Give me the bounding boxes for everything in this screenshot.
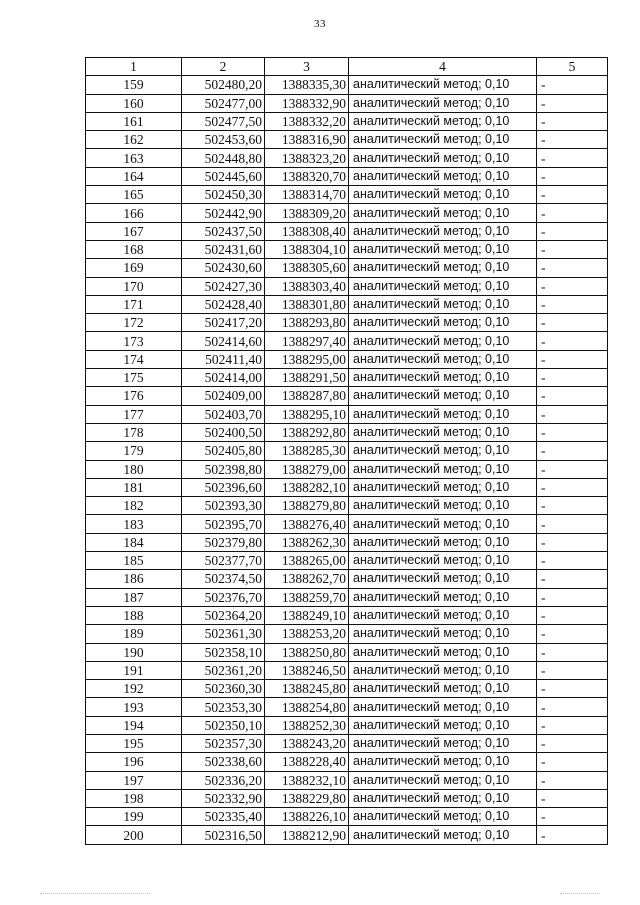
method-accuracy-cell: аналитический метод; 0,10 bbox=[349, 716, 537, 734]
point-number-cell: 174 bbox=[86, 350, 182, 368]
note-cell: - bbox=[537, 332, 608, 350]
table-row bbox=[86, 698, 608, 716]
point-number-cell: 194 bbox=[86, 716, 182, 734]
table-row bbox=[86, 204, 608, 222]
note-cell: - bbox=[537, 405, 608, 423]
note-cell: - bbox=[537, 387, 608, 405]
y-coordinate-cell: 1388291,50 bbox=[265, 369, 349, 387]
x-coordinate-cell: 502336,20 bbox=[182, 771, 265, 789]
note-cell: - bbox=[537, 625, 608, 643]
y-coordinate-cell: 1388229,80 bbox=[265, 789, 349, 807]
y-coordinate-cell: 1388254,80 bbox=[265, 698, 349, 716]
point-number-cell: 161 bbox=[86, 112, 182, 130]
point-number-cell: 183 bbox=[86, 515, 182, 533]
point-number-cell: 167 bbox=[86, 222, 182, 240]
method-accuracy-cell: аналитический метод; 0,10 bbox=[349, 771, 537, 789]
header-col-4: 4 bbox=[349, 58, 537, 76]
y-coordinate-cell: 1388295,00 bbox=[265, 350, 349, 368]
point-number-cell: 185 bbox=[86, 552, 182, 570]
point-number-cell: 192 bbox=[86, 680, 182, 698]
table-row bbox=[86, 112, 608, 130]
method-accuracy-cell: аналитический метод; 0,10 bbox=[349, 734, 537, 752]
table-row bbox=[86, 423, 608, 441]
y-coordinate-cell: 1388314,70 bbox=[265, 186, 349, 204]
table-row bbox=[86, 94, 608, 112]
note-cell: - bbox=[537, 350, 608, 368]
point-number-cell: 197 bbox=[86, 771, 182, 789]
method-accuracy-cell: аналитический метод; 0,10 bbox=[349, 808, 537, 826]
note-cell: - bbox=[537, 478, 608, 496]
table-row bbox=[86, 478, 608, 496]
note-cell: - bbox=[537, 680, 608, 698]
x-coordinate-cell: 502453,60 bbox=[182, 131, 265, 149]
x-coordinate-cell: 502360,30 bbox=[182, 680, 265, 698]
method-accuracy-cell: аналитический метод; 0,10 bbox=[349, 76, 537, 94]
note-cell: - bbox=[537, 753, 608, 771]
method-accuracy-cell: аналитический метод; 0,10 bbox=[349, 442, 537, 460]
method-accuracy-cell: аналитический метод; 0,10 bbox=[349, 131, 537, 149]
method-accuracy-cell: аналитический метод; 0,10 bbox=[349, 387, 537, 405]
note-cell: - bbox=[537, 643, 608, 661]
note-cell: - bbox=[537, 588, 608, 606]
table-row bbox=[86, 76, 608, 94]
method-accuracy-cell: аналитический метод; 0,10 bbox=[349, 606, 537, 624]
y-coordinate-cell: 1388212,90 bbox=[265, 826, 349, 844]
y-coordinate-cell: 1388262,70 bbox=[265, 570, 349, 588]
x-coordinate-cell: 502428,40 bbox=[182, 295, 265, 313]
point-number-cell: 179 bbox=[86, 442, 182, 460]
x-coordinate-cell: 502450,30 bbox=[182, 186, 265, 204]
point-number-cell: 193 bbox=[86, 698, 182, 716]
y-coordinate-cell: 1388320,70 bbox=[265, 167, 349, 185]
method-accuracy-cell: аналитический метод; 0,10 bbox=[349, 478, 537, 496]
note-cell: - bbox=[537, 460, 608, 478]
x-coordinate-cell: 502442,90 bbox=[182, 204, 265, 222]
method-accuracy-cell: аналитический метод; 0,10 bbox=[349, 94, 537, 112]
point-number-cell: 198 bbox=[86, 789, 182, 807]
header-col-5: 5 bbox=[537, 58, 608, 76]
y-coordinate-cell: 1388253,20 bbox=[265, 625, 349, 643]
point-number-cell: 181 bbox=[86, 478, 182, 496]
y-coordinate-cell: 1388297,40 bbox=[265, 332, 349, 350]
note-cell: - bbox=[537, 552, 608, 570]
x-coordinate-cell: 502364,20 bbox=[182, 606, 265, 624]
x-coordinate-cell: 502338,60 bbox=[182, 753, 265, 771]
footer-scan-mark-right bbox=[560, 893, 600, 894]
x-coordinate-cell: 502377,70 bbox=[182, 552, 265, 570]
table-row bbox=[86, 716, 608, 734]
table-row bbox=[86, 643, 608, 661]
point-number-cell: 200 bbox=[86, 826, 182, 844]
table-row bbox=[86, 460, 608, 478]
method-accuracy-cell: аналитический метод; 0,10 bbox=[349, 423, 537, 441]
table-row bbox=[86, 625, 608, 643]
point-number-cell: 186 bbox=[86, 570, 182, 588]
y-coordinate-cell: 1388303,40 bbox=[265, 277, 349, 295]
x-coordinate-cell: 502332,90 bbox=[182, 789, 265, 807]
x-coordinate-cell: 502357,30 bbox=[182, 734, 265, 752]
y-coordinate-cell: 1388249,10 bbox=[265, 606, 349, 624]
note-cell: - bbox=[537, 222, 608, 240]
x-coordinate-cell: 502411,40 bbox=[182, 350, 265, 368]
point-number-cell: 166 bbox=[86, 204, 182, 222]
table-row bbox=[86, 826, 608, 844]
x-coordinate-cell: 502400,50 bbox=[182, 423, 265, 441]
x-coordinate-cell: 502358,10 bbox=[182, 643, 265, 661]
method-accuracy-cell: аналитический метод; 0,10 bbox=[349, 277, 537, 295]
point-number-cell: 182 bbox=[86, 497, 182, 515]
method-accuracy-cell: аналитический метод; 0,10 bbox=[349, 826, 537, 844]
table-row bbox=[86, 167, 608, 185]
point-number-cell: 164 bbox=[86, 167, 182, 185]
point-number-cell: 162 bbox=[86, 131, 182, 149]
y-coordinate-cell: 1388304,10 bbox=[265, 240, 349, 258]
x-coordinate-cell: 502379,80 bbox=[182, 533, 265, 551]
x-coordinate-cell: 502361,30 bbox=[182, 625, 265, 643]
table-row bbox=[86, 259, 608, 277]
y-coordinate-cell: 1388246,50 bbox=[265, 661, 349, 679]
table-row bbox=[86, 606, 608, 624]
method-accuracy-cell: аналитический метод; 0,10 bbox=[349, 222, 537, 240]
y-coordinate-cell: 1388279,00 bbox=[265, 460, 349, 478]
note-cell: - bbox=[537, 497, 608, 515]
table-row bbox=[86, 350, 608, 368]
table-row bbox=[86, 387, 608, 405]
header-col-3: 3 bbox=[265, 58, 349, 76]
method-accuracy-cell: аналитический метод; 0,10 bbox=[349, 405, 537, 423]
x-coordinate-cell: 502395,70 bbox=[182, 515, 265, 533]
note-cell: - bbox=[537, 771, 608, 789]
note-cell: - bbox=[537, 442, 608, 460]
y-coordinate-cell: 1388332,20 bbox=[265, 112, 349, 130]
method-accuracy-cell: аналитический метод; 0,10 bbox=[349, 533, 537, 551]
point-number-cell: 184 bbox=[86, 533, 182, 551]
x-coordinate-cell: 502405,80 bbox=[182, 442, 265, 460]
note-cell: - bbox=[537, 734, 608, 752]
y-coordinate-cell: 1388226,10 bbox=[265, 808, 349, 826]
method-accuracy-cell: аналитический метод; 0,10 bbox=[349, 643, 537, 661]
coordinates-table bbox=[85, 57, 608, 845]
table-row bbox=[86, 533, 608, 551]
y-coordinate-cell: 1388265,00 bbox=[265, 552, 349, 570]
y-coordinate-cell: 1388252,30 bbox=[265, 716, 349, 734]
note-cell: - bbox=[537, 515, 608, 533]
method-accuracy-cell: аналитический метод; 0,10 bbox=[349, 314, 537, 332]
note-cell: - bbox=[537, 606, 608, 624]
x-coordinate-cell: 502477,00 bbox=[182, 94, 265, 112]
method-accuracy-cell: аналитический метод; 0,10 bbox=[349, 570, 537, 588]
method-accuracy-cell: аналитический метод; 0,10 bbox=[349, 789, 537, 807]
point-number-cell: 188 bbox=[86, 606, 182, 624]
x-coordinate-cell: 502398,80 bbox=[182, 460, 265, 478]
table-row bbox=[86, 442, 608, 460]
point-number-cell: 168 bbox=[86, 240, 182, 258]
x-coordinate-cell: 502361,20 bbox=[182, 661, 265, 679]
table-row bbox=[86, 405, 608, 423]
table-header bbox=[86, 58, 608, 76]
note-cell: - bbox=[537, 789, 608, 807]
point-number-cell: 180 bbox=[86, 460, 182, 478]
table-row bbox=[86, 277, 608, 295]
table-row bbox=[86, 497, 608, 515]
method-accuracy-cell: аналитический метод; 0,10 bbox=[349, 552, 537, 570]
x-coordinate-cell: 502335,40 bbox=[182, 808, 265, 826]
page-number: 33 bbox=[314, 18, 326, 30]
note-cell: - bbox=[537, 167, 608, 185]
header-col-1: 1 bbox=[86, 58, 182, 76]
y-coordinate-cell: 1388335,30 bbox=[265, 76, 349, 94]
point-number-cell: 163 bbox=[86, 149, 182, 167]
method-accuracy-cell: аналитический метод; 0,10 bbox=[349, 497, 537, 515]
method-accuracy-cell: аналитический метод; 0,10 bbox=[349, 149, 537, 167]
method-accuracy-cell: аналитический метод; 0,10 bbox=[349, 460, 537, 478]
y-coordinate-cell: 1388332,90 bbox=[265, 94, 349, 112]
note-cell: - bbox=[537, 533, 608, 551]
x-coordinate-cell: 502437,50 bbox=[182, 222, 265, 240]
point-number-cell: 170 bbox=[86, 277, 182, 295]
x-coordinate-cell: 502353,30 bbox=[182, 698, 265, 716]
point-number-cell: 177 bbox=[86, 405, 182, 423]
method-accuracy-cell: аналитический метод; 0,10 bbox=[349, 698, 537, 716]
method-accuracy-cell: аналитический метод; 0,10 bbox=[349, 186, 537, 204]
point-number-cell: 199 bbox=[86, 808, 182, 826]
point-number-cell: 178 bbox=[86, 423, 182, 441]
header-row bbox=[86, 58, 608, 76]
point-number-cell: 187 bbox=[86, 588, 182, 606]
note-cell: - bbox=[537, 277, 608, 295]
method-accuracy-cell: аналитический метод; 0,10 bbox=[349, 661, 537, 679]
note-cell: - bbox=[537, 240, 608, 258]
x-coordinate-cell: 502430,60 bbox=[182, 259, 265, 277]
x-coordinate-cell: 502316,50 bbox=[182, 826, 265, 844]
y-coordinate-cell: 1388308,40 bbox=[265, 222, 349, 240]
table-row bbox=[86, 240, 608, 258]
table-row bbox=[86, 753, 608, 771]
y-coordinate-cell: 1388316,90 bbox=[265, 131, 349, 149]
x-coordinate-cell: 502448,80 bbox=[182, 149, 265, 167]
method-accuracy-cell: аналитический метод; 0,10 bbox=[349, 680, 537, 698]
note-cell: - bbox=[537, 112, 608, 130]
y-coordinate-cell: 1388250,80 bbox=[265, 643, 349, 661]
table-row bbox=[86, 734, 608, 752]
note-cell: - bbox=[537, 259, 608, 277]
y-coordinate-cell: 1388279,80 bbox=[265, 497, 349, 515]
table-row bbox=[86, 131, 608, 149]
y-coordinate-cell: 1388285,30 bbox=[265, 442, 349, 460]
y-coordinate-cell: 1388287,80 bbox=[265, 387, 349, 405]
note-cell: - bbox=[537, 661, 608, 679]
x-coordinate-cell: 502414,00 bbox=[182, 369, 265, 387]
note-cell: - bbox=[537, 698, 608, 716]
method-accuracy-cell: аналитический метод; 0,10 bbox=[349, 167, 537, 185]
method-accuracy-cell: аналитический метод; 0,10 bbox=[349, 625, 537, 643]
x-coordinate-cell: 502477,50 bbox=[182, 112, 265, 130]
note-cell: - bbox=[537, 149, 608, 167]
table-row bbox=[86, 808, 608, 826]
x-coordinate-cell: 502427,30 bbox=[182, 277, 265, 295]
y-coordinate-cell: 1388293,80 bbox=[265, 314, 349, 332]
x-coordinate-cell: 502445,60 bbox=[182, 167, 265, 185]
y-coordinate-cell: 1388323,20 bbox=[265, 149, 349, 167]
y-coordinate-cell: 1388305,60 bbox=[265, 259, 349, 277]
note-cell: - bbox=[537, 94, 608, 112]
x-coordinate-cell: 502417,20 bbox=[182, 314, 265, 332]
y-coordinate-cell: 1388276,40 bbox=[265, 515, 349, 533]
method-accuracy-cell: аналитический метод; 0,10 bbox=[349, 204, 537, 222]
x-coordinate-cell: 502431,60 bbox=[182, 240, 265, 258]
table-row bbox=[86, 570, 608, 588]
note-cell: - bbox=[537, 570, 608, 588]
point-number-cell: 190 bbox=[86, 643, 182, 661]
table-row bbox=[86, 186, 608, 204]
x-coordinate-cell: 502396,60 bbox=[182, 478, 265, 496]
y-coordinate-cell: 1388232,10 bbox=[265, 771, 349, 789]
y-coordinate-cell: 1388228,40 bbox=[265, 753, 349, 771]
note-cell: - bbox=[537, 808, 608, 826]
table-row bbox=[86, 661, 608, 679]
note-cell: - bbox=[537, 423, 608, 441]
method-accuracy-cell: аналитический метод; 0,10 bbox=[349, 295, 537, 313]
table-row bbox=[86, 515, 608, 533]
y-coordinate-cell: 1388259,70 bbox=[265, 588, 349, 606]
table-row bbox=[86, 588, 608, 606]
note-cell: - bbox=[537, 131, 608, 149]
table-row bbox=[86, 369, 608, 387]
x-coordinate-cell: 502350,10 bbox=[182, 716, 265, 734]
footer-scan-mark-left bbox=[40, 893, 150, 894]
point-number-cell: 191 bbox=[86, 661, 182, 679]
point-number-cell: 172 bbox=[86, 314, 182, 332]
point-number-cell: 169 bbox=[86, 259, 182, 277]
y-coordinate-cell: 1388309,20 bbox=[265, 204, 349, 222]
method-accuracy-cell: аналитический метод; 0,10 bbox=[349, 332, 537, 350]
table-row bbox=[86, 332, 608, 350]
method-accuracy-cell: аналитический метод; 0,10 bbox=[349, 588, 537, 606]
y-coordinate-cell: 1388262,30 bbox=[265, 533, 349, 551]
y-coordinate-cell: 1388292,80 bbox=[265, 423, 349, 441]
table-body bbox=[86, 76, 608, 844]
method-accuracy-cell: аналитический метод; 0,10 bbox=[349, 369, 537, 387]
table-row bbox=[86, 680, 608, 698]
point-number-cell: 160 bbox=[86, 94, 182, 112]
table-row bbox=[86, 222, 608, 240]
y-coordinate-cell: 1388243,20 bbox=[265, 734, 349, 752]
x-coordinate-cell: 502414,60 bbox=[182, 332, 265, 350]
y-coordinate-cell: 1388282,10 bbox=[265, 478, 349, 496]
x-coordinate-cell: 502403,70 bbox=[182, 405, 265, 423]
x-coordinate-cell: 502376,70 bbox=[182, 588, 265, 606]
y-coordinate-cell: 1388295,10 bbox=[265, 405, 349, 423]
table-row bbox=[86, 314, 608, 332]
y-coordinate-cell: 1388301,80 bbox=[265, 295, 349, 313]
method-accuracy-cell: аналитический метод; 0,10 bbox=[349, 515, 537, 533]
point-number-cell: 165 bbox=[86, 186, 182, 204]
table-row bbox=[86, 295, 608, 313]
method-accuracy-cell: аналитический метод; 0,10 bbox=[349, 753, 537, 771]
point-number-cell: 176 bbox=[86, 387, 182, 405]
point-number-cell: 189 bbox=[86, 625, 182, 643]
x-coordinate-cell: 502393,30 bbox=[182, 497, 265, 515]
point-number-cell: 173 bbox=[86, 332, 182, 350]
note-cell: - bbox=[537, 716, 608, 734]
point-number-cell: 196 bbox=[86, 753, 182, 771]
point-number-cell: 175 bbox=[86, 369, 182, 387]
table-row bbox=[86, 771, 608, 789]
note-cell: - bbox=[537, 295, 608, 313]
point-number-cell: 171 bbox=[86, 295, 182, 313]
note-cell: - bbox=[537, 76, 608, 94]
header-col-2: 2 bbox=[182, 58, 265, 76]
y-coordinate-cell: 1388245,80 bbox=[265, 680, 349, 698]
point-number-cell: 195 bbox=[86, 734, 182, 752]
note-cell: - bbox=[537, 204, 608, 222]
table-row bbox=[86, 789, 608, 807]
note-cell: - bbox=[537, 186, 608, 204]
method-accuracy-cell: аналитический метод; 0,10 bbox=[349, 240, 537, 258]
method-accuracy-cell: аналитический метод; 0,10 bbox=[349, 350, 537, 368]
x-coordinate-cell: 502409,00 bbox=[182, 387, 265, 405]
x-coordinate-cell: 502480,20 bbox=[182, 76, 265, 94]
table-row bbox=[86, 149, 608, 167]
table-row bbox=[86, 552, 608, 570]
method-accuracy-cell: аналитический метод; 0,10 bbox=[349, 259, 537, 277]
point-number-cell: 159 bbox=[86, 76, 182, 94]
x-coordinate-cell: 502374,50 bbox=[182, 570, 265, 588]
method-accuracy-cell: аналитический метод; 0,10 bbox=[349, 112, 537, 130]
note-cell: - bbox=[537, 314, 608, 332]
note-cell: - bbox=[537, 826, 608, 844]
note-cell: - bbox=[537, 369, 608, 387]
